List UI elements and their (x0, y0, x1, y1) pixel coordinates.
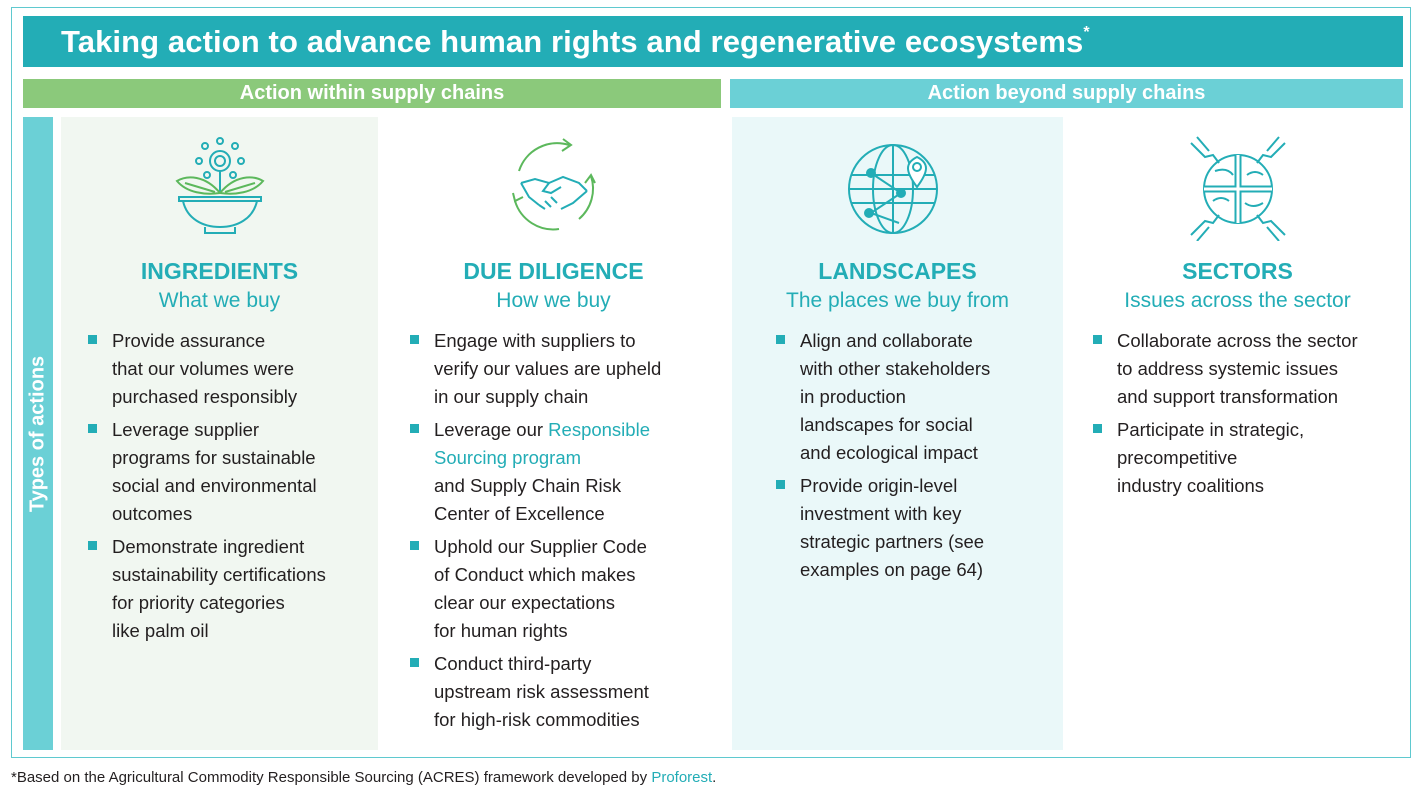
section-header-beyond: Action beyond supply chains (730, 79, 1403, 108)
list-item: Uphold our Supplier Code of Conduct which makes clear our expectations for human rights (410, 533, 661, 645)
bullet-list (776, 327, 990, 589)
column-ingredients (61, 117, 378, 750)
list-item: Leverage our Responsible Sourcing program and Supply Chain Risk Center of Excellence (410, 416, 661, 528)
column-subtitle: Issues across the sector (1124, 289, 1351, 312)
column-subtitle: The places we buy from (786, 289, 1009, 312)
plant-bowl-icon (165, 131, 275, 241)
list-item: Participate in strategic, precompetitive industry coalitions (1093, 416, 1358, 500)
handshake-cycle-icon (499, 131, 609, 241)
title-banner (23, 16, 1403, 67)
side-label-bar (23, 117, 53, 750)
list-item: Collaborate across the sector to address systemic issues and support transformation (1093, 327, 1358, 411)
footnote: *Based on the Agricultural Commodity Responsible Sourcing (ACRES) framework developed by Proforest. (11, 769, 717, 786)
list-item: Provide assurance that our volumes were purchased responsibly (88, 327, 326, 411)
section-header-within: Action within supply chains (23, 79, 721, 108)
column-title: DUE DILIGENCE (463, 258, 644, 284)
list-item: Provide origin-level investment with key strategic partners (see examples on page 64) (776, 472, 990, 584)
list-item: Align and collaborate with other stakeholders in production landscapes for social and ecological impact (776, 327, 990, 467)
hands-globe-icon (1183, 131, 1293, 241)
list-item: Engage with suppliers to verify our values are upheld in our supply chain (410, 327, 661, 411)
bullet-list (1093, 327, 1358, 505)
column-title: LANDSCAPES (818, 258, 977, 284)
side-label: Types of actions (26, 355, 49, 512)
column-title: SECTORS (1182, 258, 1293, 284)
column-subtitle: What we buy (158, 289, 281, 312)
column-sectors (1072, 117, 1403, 750)
column-title: INGREDIENTS (140, 258, 299, 284)
column-subtitle: How we buy (496, 289, 611, 312)
column-due-diligence (386, 117, 721, 750)
bullet-list (410, 327, 661, 739)
proforest-link[interactable]: Proforest (651, 769, 713, 786)
list-item: Conduct third-party upstream risk assessment for high-risk commodities (410, 650, 661, 734)
responsible-sourcing-link[interactable]: Responsible (548, 419, 650, 440)
list-item: Leverage supplier programs for sustainable social and environmental outcomes (88, 416, 326, 528)
page-title: Taking action to advance human rights and regenerative ecosystems* (61, 23, 1090, 59)
column-landscapes (732, 117, 1063, 750)
list-item: Demonstrate ingredient sustainability certifications for priority categories like palm oil (88, 533, 326, 645)
bullet-list (88, 327, 326, 650)
globe-pin-icon (843, 131, 953, 241)
responsible-sourcing-link[interactable]: Sourcing program (434, 447, 582, 468)
